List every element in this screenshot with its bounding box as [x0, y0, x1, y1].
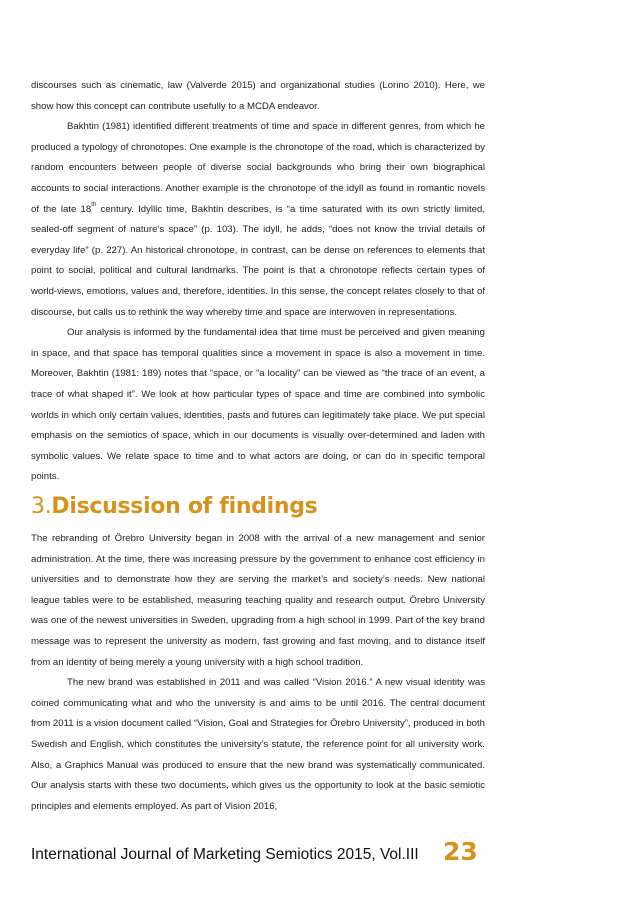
paragraph: discourses such as cinematic, law (Valverde 2015) and organizational studies (Lorino 2010). Here, we show how this concept can contribute usefully to a MCDA endeavor.: [31, 80, 485, 112]
paragraph: The new brand was established in 2011 and was called “Vision 2016.” A new visual identity was coined communicating what and who the university is and aims to be until 2016. The central document from 2011 is a vision document called “Vision, Goal and Strategies for Örebro University”, produced in both Swedish and English, which constitutes the university’s statute, the reference point for all university work. Also, a Graphics Manual was produced to ensure that the new brand was systematically communicated. Our analysis starts with these two documents, which gives us the opportunity to look at the basic semiotic principles and elements employed. As part of Vision 2016,: [31, 677, 485, 812]
paragraph: Our analysis is informed by the fundamental idea that time must be perceived and given meaning in space, and that space has temporal qualities since a movement in space is also a movement in time. Moreover, Bakhtin (1981: 189) notes that “space, or “a locality” can be viewed as “the trace of an event, a trace of what shaped it”. We look at how particular types of space and time are combined into symbolic worlds in which only certain values, identities, pasts and futures can legitimately take place. We put special emphasis on the semiotics of space, which in our documents is visually over-determined and laden with symbolic values. We relate space to time and to what actors are doing, or can do in specific temporal points.: [31, 327, 485, 483]
footer-journal-title: International Journal of Marketing Semiotics 2015, Vol.III: [31, 846, 419, 863]
section-title: Discussion of findings: [51, 494, 318, 519]
page-number: 23: [443, 837, 478, 866]
paragraph: The rebranding of Örebro University began in 2008 with the arrival of a new management and senior administration. At the time, there was increasing pressure by the government to enhance cost efficiency in universities and to demonstrate how they are serving the market’s and society’s needs. New national league tables were to be established, measuring teaching quality and research output. Örebro University was one of the newest universities in Sweden, upgrading from a high school in 1999. Part of the key brand message was to represent the university as modern, fast growing and fast moving, and to distance itself from an identity of being merely a young university with a high school tradition.: [31, 533, 485, 668]
text-block-lower: [31, 529, 485, 817]
text-block-upper: [31, 76, 485, 488]
paragraph: [31, 117, 485, 323]
paragraph-text: Bakhtin (1981) identified different treatments of time and space in different genres, from which he produced a typology of chronotopes. One example is the chronotope of the road, which is characterized by random encounters between people of diverse social backgrounds who bring their own biographical accounts to social interactions. Another example is the chronotope of the idyll as found in romantic novels of the late 18: [31, 121, 485, 215]
section-number: 3.: [31, 494, 52, 519]
superscript: th: [91, 201, 97, 208]
paragraph-text: century. Idyllic time, Bakhtin describes, is “a time saturated with its own strictly limited, sealed-off segment of nature’s space” (p. 103). The idyll, he adds, “does not know the trivial details of everyday life” (p. 227). An historical chronotope, in contrast, can be dense on references to elements that point to social, political and cultural landmarks. The point is that a chronotope reflects certain types of world-views, emotions, values and, therefore, identities. In this sense, the concept relates closely to that of discourse, but calls us to rethink the way whereby time and space are interwoven in representations.: [31, 203, 485, 318]
section-heading: [31, 492, 317, 522]
